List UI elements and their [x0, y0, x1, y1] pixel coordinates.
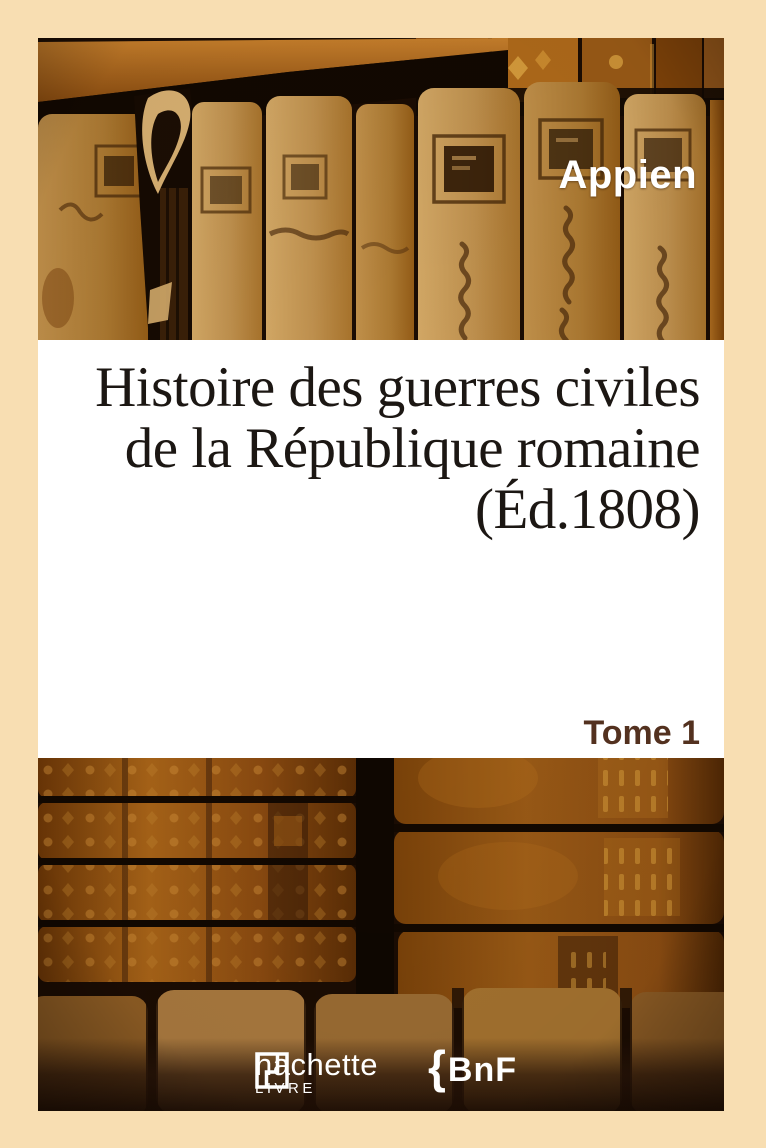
bnf-brace-glyph: {: [428, 1041, 446, 1093]
title-line-1: Histoire des guerres civiles: [95, 356, 700, 419]
hachette-wordmark: hachette: [255, 1047, 378, 1082]
title-band: [38, 340, 724, 758]
book-title: [38, 340, 724, 540]
author-name: Appien: [558, 153, 697, 197]
bnf-wordmark: BnF: [447, 1050, 517, 1089]
antique-books-photo: [38, 38, 724, 1111]
title-line-3: (Éd.1808): [474, 478, 700, 541]
livre-wordmark: LIVRE: [255, 1080, 316, 1097]
title-line-2: de la République romaine: [124, 417, 700, 480]
volume-label: Tome 1: [583, 714, 700, 752]
